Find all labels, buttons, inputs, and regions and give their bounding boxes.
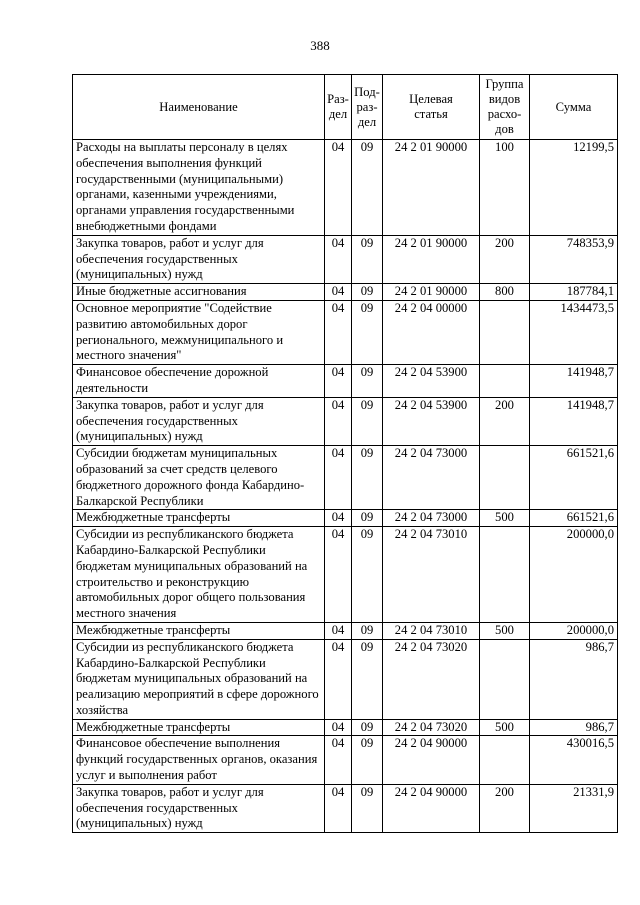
header-target-article: Целевая статья (383, 75, 480, 140)
cell-podrazdel: 09 (352, 397, 383, 445)
cell-target-article: 24 2 04 73000 (383, 510, 480, 527)
table-row (73, 639, 618, 719)
cell-podrazdel: 09 (352, 622, 383, 639)
cell-podrazdel: 09 (352, 300, 383, 364)
cell-podrazdel: 09 (352, 784, 383, 832)
cell-razdel: 04 (325, 365, 352, 398)
cell-sum: 748353,9 (530, 235, 618, 283)
cell-podrazdel: 09 (352, 527, 383, 623)
cell-target-article: 24 2 04 73020 (383, 719, 480, 736)
cell-razdel: 04 (325, 784, 352, 832)
cell-name: Закупка товаров, работ и услуг для обеспечения государственных (муниципальных) нужд (73, 235, 325, 283)
cell-sum: 986,7 (530, 639, 618, 719)
cell-razdel: 04 (325, 639, 352, 719)
table-row (73, 397, 618, 445)
cell-podrazdel: 09 (352, 235, 383, 283)
cell-expense-group: 200 (480, 235, 530, 283)
header-name: Наименование (73, 75, 325, 140)
cell-name: Основное мероприятие "Содействие развитию автомобильных дорог регионального, межмуниципального и местного значения" (73, 300, 325, 364)
cell-expense-group (480, 639, 530, 719)
cell-name: Закупка товаров, работ и услуг для обеспечения государственных (муниципальных) нужд (73, 784, 325, 832)
cell-sum: 187784,1 (530, 284, 618, 301)
cell-podrazdel: 09 (352, 736, 383, 784)
cell-razdel: 04 (325, 719, 352, 736)
cell-razdel: 04 (325, 527, 352, 623)
cell-sum: 141948,7 (530, 365, 618, 398)
cell-expense-group: 500 (480, 622, 530, 639)
table-header-row (73, 75, 618, 140)
table-row (73, 140, 618, 236)
cell-podrazdel: 09 (352, 510, 383, 527)
cell-razdel: 04 (325, 736, 352, 784)
cell-target-article: 24 2 04 53900 (383, 397, 480, 445)
cell-sum: 141948,7 (530, 397, 618, 445)
cell-name: Финансовое обеспечение выполнения функций государственных органов, оказания услуг и выполнения работ (73, 736, 325, 784)
table-row (73, 365, 618, 398)
table-body (73, 140, 618, 833)
cell-name: Межбюджетные трансферты (73, 622, 325, 639)
cell-expense-group (480, 527, 530, 623)
table-row (73, 300, 618, 364)
cell-expense-group: 200 (480, 397, 530, 445)
cell-sum: 430016,5 (530, 736, 618, 784)
cell-name: Расходы на выплаты персоналу в целях обеспечения выполнения функций государственными (муниципальными) органами, казенными учреждениями, органами управления государственными внебюджетными фондами (73, 140, 325, 236)
cell-name: Субсидии из республиканского бюджета Кабардино-Балкарской Республики бюджетам муниципальных образований на реализацию мероприятий в сфере дорожного хозяйства (73, 639, 325, 719)
cell-sum: 200000,0 (530, 622, 618, 639)
table-row (73, 446, 618, 510)
cell-expense-group (480, 736, 530, 784)
cell-razdel: 04 (325, 284, 352, 301)
table-row (73, 622, 618, 639)
cell-target-article: 24 2 04 73010 (383, 622, 480, 639)
table-row (73, 284, 618, 301)
cell-name: Финансовое обеспечение дорожной деятельности (73, 365, 325, 398)
cell-podrazdel: 09 (352, 639, 383, 719)
header-razdel: Раз- дел (325, 75, 352, 140)
table-row (73, 510, 618, 527)
cell-target-article: 24 2 04 00000 (383, 300, 480, 364)
cell-name: Закупка товаров, работ и услуг для обеспечения государственных (муниципальных) нужд (73, 397, 325, 445)
cell-expense-group (480, 446, 530, 510)
table-row (73, 235, 618, 283)
cell-sum: 986,7 (530, 719, 618, 736)
header-expense-group: Группа видов расхо- дов (480, 75, 530, 140)
cell-razdel: 04 (325, 446, 352, 510)
cell-podrazdel: 09 (352, 365, 383, 398)
cell-target-article: 24 2 04 73020 (383, 639, 480, 719)
cell-expense-group (480, 365, 530, 398)
cell-name: Межбюджетные трансферты (73, 719, 325, 736)
table-row (73, 719, 618, 736)
cell-name: Субсидии бюджетам муниципальных образований за счет средств целевого бюджетного дорожного фонда Кабардино-Балкарской Республики (73, 446, 325, 510)
cell-target-article: 24 2 04 90000 (383, 736, 480, 784)
cell-expense-group (480, 300, 530, 364)
cell-podrazdel: 09 (352, 284, 383, 301)
cell-name: Иные бюджетные ассигнования (73, 284, 325, 301)
cell-target-article: 24 2 01 90000 (383, 140, 480, 236)
cell-target-article: 24 2 04 53900 (383, 365, 480, 398)
cell-sum: 661521,6 (530, 510, 618, 527)
cell-target-article: 24 2 04 73010 (383, 527, 480, 623)
cell-sum: 200000,0 (530, 527, 618, 623)
cell-razdel: 04 (325, 397, 352, 445)
cell-razdel: 04 (325, 510, 352, 527)
cell-sum: 1434473,5 (530, 300, 618, 364)
cell-name: Субсидии из республиканского бюджета Кабардино-Балкарской Республики бюджетам муниципальных образований на строительство и реконструкцию автомобильных дорог общего пользования местного значения (73, 527, 325, 623)
cell-target-article: 24 2 04 90000 (383, 784, 480, 832)
cell-razdel: 04 (325, 235, 352, 283)
cell-sum: 21331,9 (530, 784, 618, 832)
cell-expense-group: 500 (480, 719, 530, 736)
cell-podrazdel: 09 (352, 446, 383, 510)
cell-razdel: 04 (325, 622, 352, 639)
table-row (73, 527, 618, 623)
cell-target-article: 24 2 01 90000 (383, 235, 480, 283)
cell-target-article: 24 2 04 73000 (383, 446, 480, 510)
cell-expense-group: 500 (480, 510, 530, 527)
cell-razdel: 04 (325, 300, 352, 364)
cell-podrazdel: 09 (352, 140, 383, 236)
cell-sum: 12199,5 (530, 140, 618, 236)
cell-expense-group: 800 (480, 284, 530, 301)
budget-table (72, 74, 618, 833)
cell-expense-group: 100 (480, 140, 530, 236)
cell-sum: 661521,6 (530, 446, 618, 510)
cell-razdel: 04 (325, 140, 352, 236)
cell-podrazdel: 09 (352, 719, 383, 736)
cell-expense-group: 200 (480, 784, 530, 832)
table-row (73, 736, 618, 784)
cell-target-article: 24 2 01 90000 (383, 284, 480, 301)
table-row (73, 784, 618, 832)
header-sum: Сумма (530, 75, 618, 140)
header-podrazdel: Под- раз- дел (352, 75, 383, 140)
cell-name: Межбюджетные трансферты (73, 510, 325, 527)
page-number: 388 (310, 38, 330, 53)
